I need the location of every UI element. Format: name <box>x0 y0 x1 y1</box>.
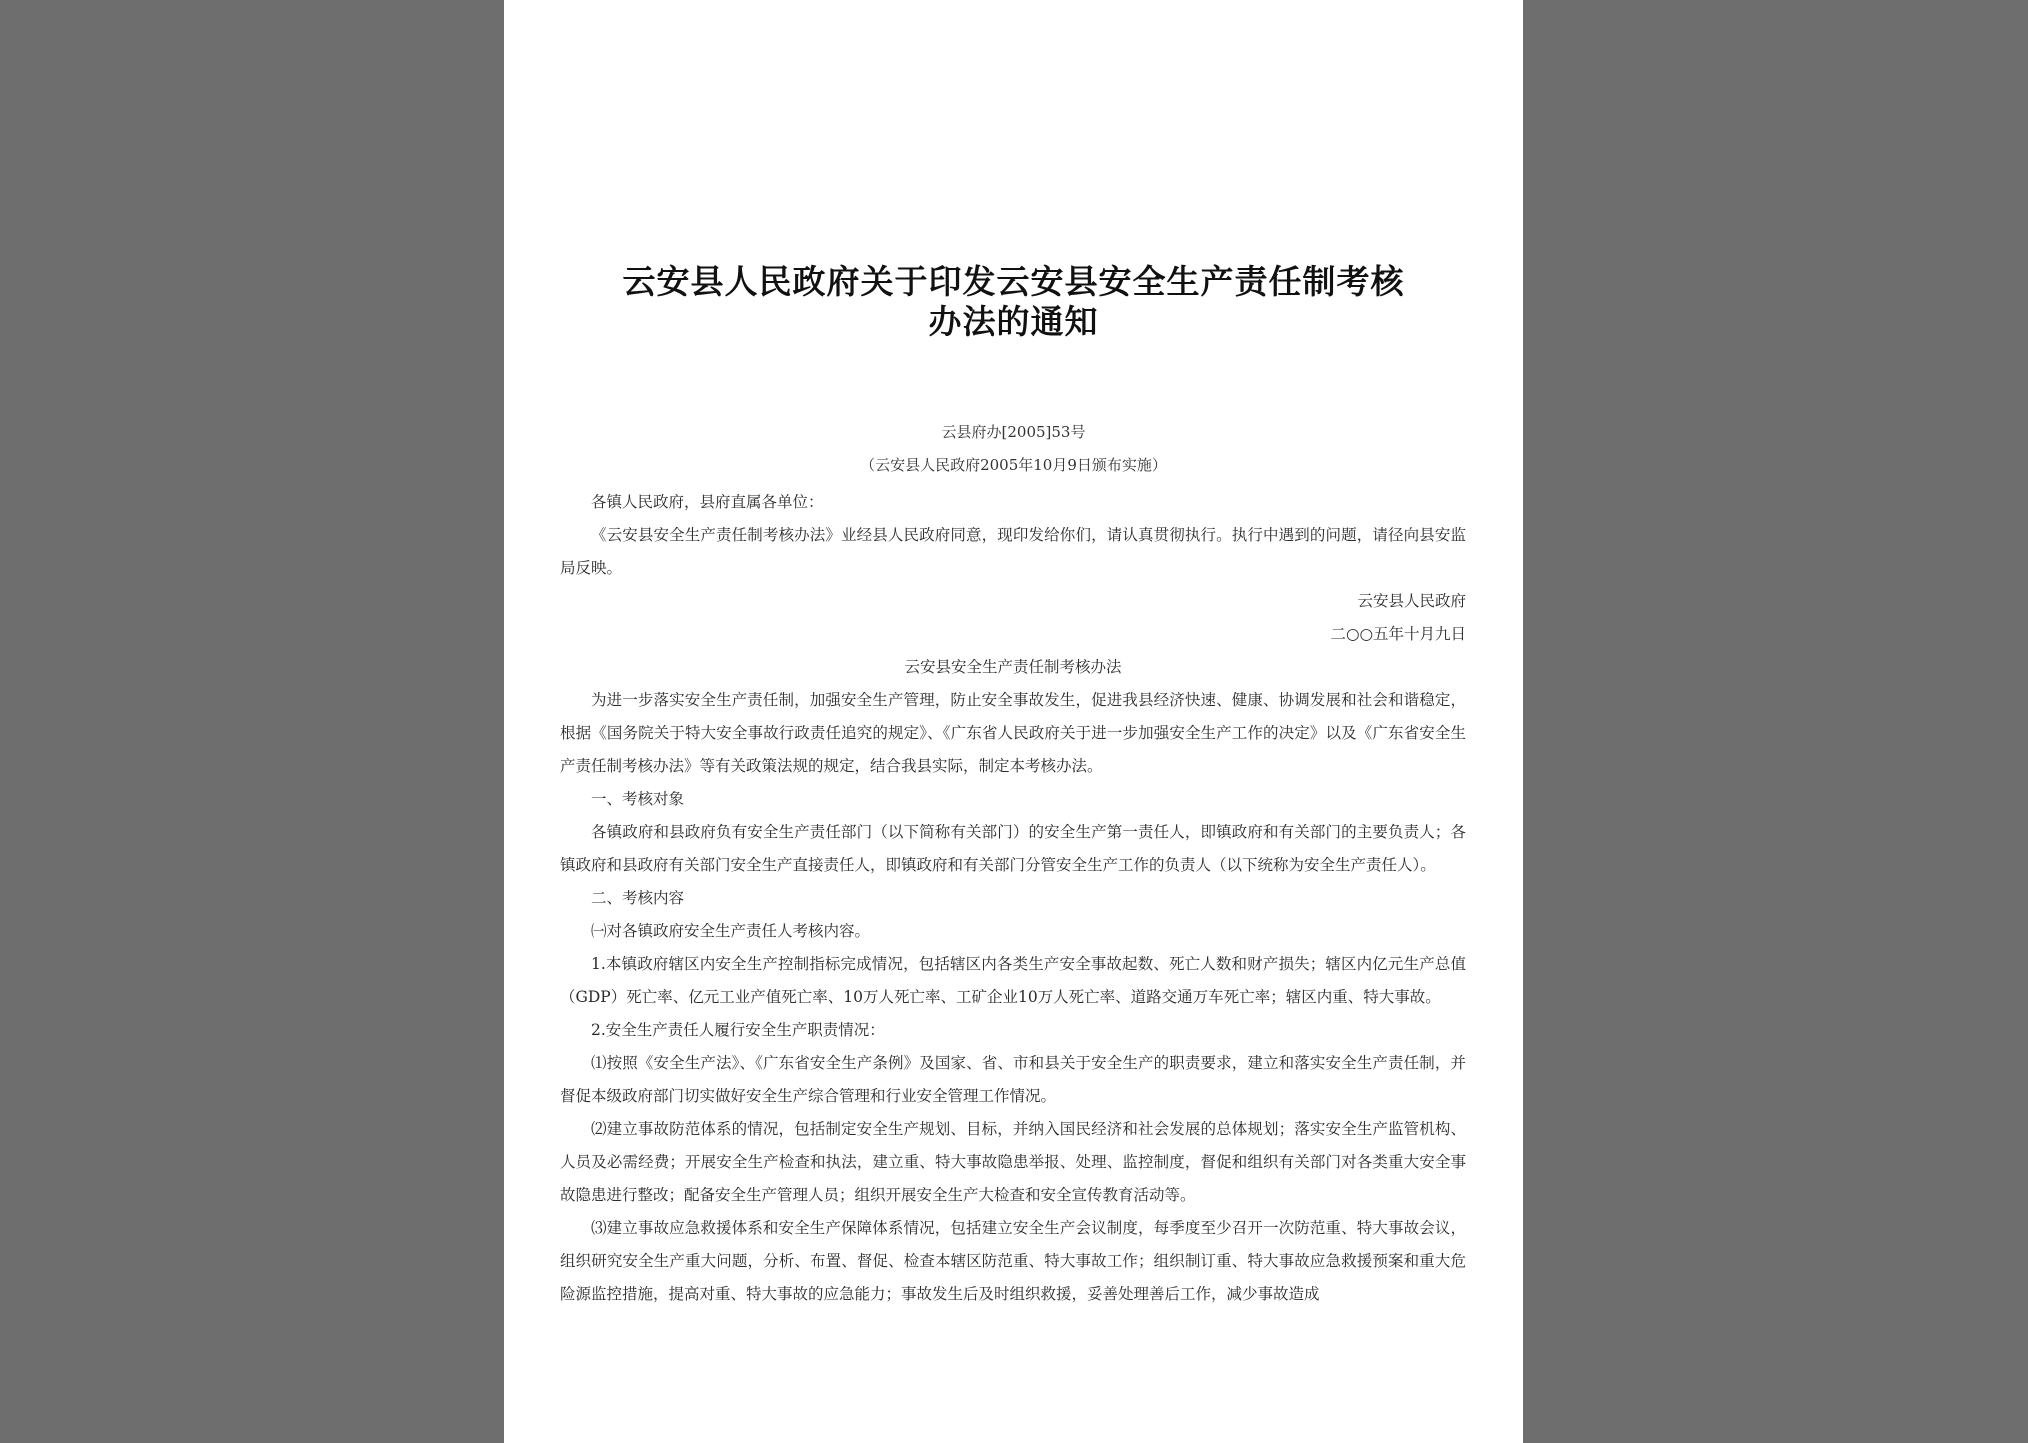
document-title <box>504 262 1523 342</box>
subsection-heading-1: ㈠对各镇政府安全生产责任人考核内容。 <box>591 922 871 940</box>
issued-note: （云安县人民政府2005年10月9日颁布实施） <box>860 456 1167 474</box>
item-2-2-paragraph: ⑵建立事故防范体系的情况，包括制定安全生产规划、目标，并纳入国民经济和社会发展的总体规划；落实安全生产监管机构、人员及必需经费；开展安全生产检查和执法，建立重、特大事故隐患举报、处理、监控制度，督促和组织有关部门对各类重大安全事故隐患进行整改；配备安全生产管理人员；组织开展安全生产大检查和安全宣传教育活动等。 <box>560 1120 1466 1204</box>
title-line-2: 办法的通知 <box>928 302 1099 341</box>
notice-paragraph: 《云安县安全生产责任制考核办法》业经县人民政府同意，现印发给你们，请认真贯彻执行。执行中遇到的问题，请径向县安监局反映。 <box>560 526 1466 577</box>
document-number: 云县府办[2005]53号 <box>941 423 1086 441</box>
item-2-3-paragraph: ⑶建立事故应急救援体系和安全生产保障体系情况，包括建立安全生产会议制度，每季度至少召开一次防范重、特大事故会议，组织研究安全生产重大问题，分析、布置、督促、检查本辖区防范重、特大事故工作；组织制订重、特大事故应急救援预案和重大危险源监控措施，提高对重、特大事故的应急能力；事故发生后及时组织救援，妥善处理善后工作，减少事故造成 <box>560 1219 1466 1303</box>
section-1-paragraph: 各镇政府和县政府负有安全生产责任部门（以下简称有关部门）的安全生产第一责任人，即镇政府和有关部门的主要负责人；各镇政府和县政府有关部门安全生产直接责任人，即镇政府和有关部门分管安全生产工作的负责人（以下统称为安全生产责任人）。 <box>560 823 1466 874</box>
signature-organization: 云安县人民政府 <box>1357 592 1466 610</box>
document-body <box>560 486 1466 1311</box>
measures-title: 云安县安全生产责任制考核办法 <box>904 658 1122 676</box>
signature-date: 二○○五年十月九日 <box>1330 625 1466 643</box>
intro-paragraph: 为进一步落实安全生产责任制，加强安全生产管理，防止安全事故发生，促进我县经济快速、健康、协调发展和社会和谐稳定，根据《国务院关于特大安全事故行政责任追究的规定》、《广东省人民政府关于进一步加强安全生产工作的决定》以及《广东省安全生产责任制考核办法》等有关政策法规的规定，结合我县实际，制定本考核办法。 <box>560 691 1466 775</box>
section-heading-1: 一、考核对象 <box>591 790 685 808</box>
salutation: 各镇人民政府，县府直属各单位： <box>591 493 824 511</box>
item-2-1-paragraph: ⑴按照《安全生产法》、《广东省安全生产条例》及国家、省、市和县关于安全生产的职责要求，建立和落实安全生产责任制，并督促本级政府部门切实做好安全生产综合管理和行业安全管理工作情况。 <box>560 1054 1466 1105</box>
section-heading-2: 二、考核内容 <box>591 889 685 907</box>
item-1-paragraph: 1.本镇政府辖区内安全生产控制指标完成情况，包括辖区内各类生产安全事故起数、死亡人数和财产损失；辖区内亿元生产总值（GDP）死亡率、亿元工业产值死亡率、10万人死亡率、工矿企业10万人死亡率、道路交通万车死亡率；辖区内重、特大事故。 <box>560 955 1466 1006</box>
document-page <box>504 0 1523 1443</box>
item-2-heading: 2.安全生产责任人履行安全生产职责情况： <box>591 1021 885 1039</box>
title-line-1: 云安县人民政府关于印发云安县安全生产责任制考核 <box>622 262 1405 301</box>
